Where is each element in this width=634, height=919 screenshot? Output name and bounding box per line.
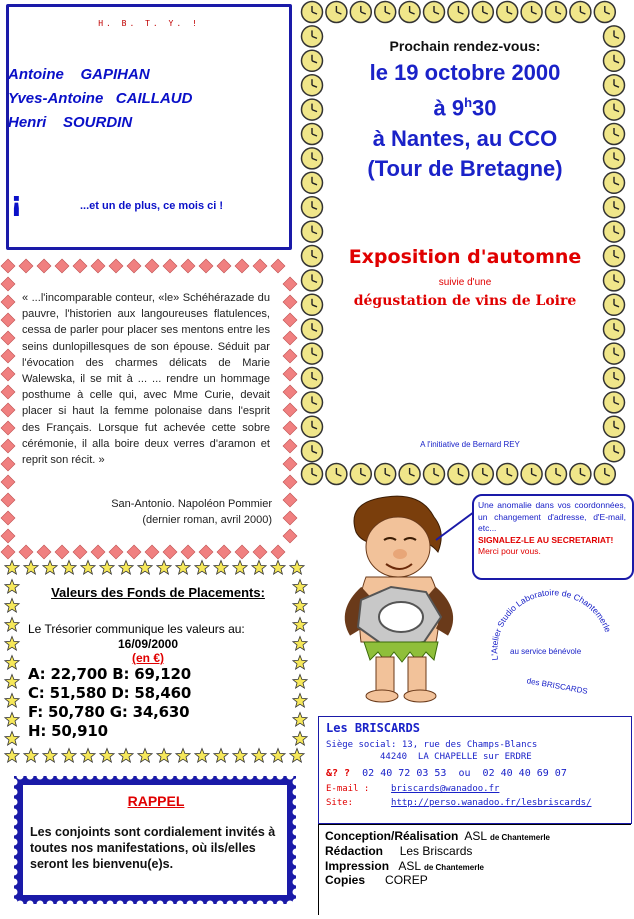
- clock-icon: [604, 221, 625, 242]
- clock-icon: [604, 343, 625, 364]
- clock-icon: [448, 464, 469, 485]
- expo-title: Exposition d'automne: [348, 246, 582, 268]
- diamond-icon: [283, 421, 297, 435]
- diamond-icon: [199, 259, 213, 273]
- fonds-value-line: C: 51,580 D: 58,460: [28, 684, 192, 702]
- star-icon: [5, 749, 19, 763]
- diamond-icon: [1, 349, 15, 363]
- star-icon: [138, 561, 152, 575]
- clock-icon: [302, 148, 323, 169]
- clock-icon: [375, 2, 396, 23]
- clock-icon: [302, 221, 323, 242]
- star-icon: [293, 713, 307, 727]
- star-icon: [5, 675, 19, 689]
- quote-source-author: San-Antonio. Napoléon Pommier: [111, 498, 272, 510]
- clock-icon: [604, 368, 625, 389]
- diamond-icon: [19, 545, 33, 559]
- clock-icon: [604, 50, 625, 71]
- star-icon: [293, 675, 307, 689]
- star-icon: [138, 749, 152, 763]
- star-icon: [43, 561, 57, 575]
- atelier-stamp: [488, 582, 628, 702]
- clock-icon: [604, 99, 625, 120]
- fonds-title: Valeurs des Fonds de Placements:: [51, 585, 265, 600]
- star-icon: [5, 713, 19, 727]
- star-icon: [290, 561, 304, 575]
- clock-icon: [448, 2, 469, 23]
- diamond-icon: [283, 457, 297, 471]
- diamond-icon: [145, 259, 159, 273]
- diamond-icon: [163, 545, 177, 559]
- star-icon: [43, 749, 57, 763]
- star-icon: [24, 561, 38, 575]
- clock-icon: [604, 148, 625, 169]
- clock-icon: [570, 464, 591, 485]
- diamond-icon: [73, 545, 87, 559]
- diamond-icon: [1, 493, 15, 507]
- bubble-alert: SIGNALEZ-LE AU SECRETARIAT!: [478, 534, 614, 545]
- diamond-icon: [235, 545, 249, 559]
- clock-icon: [326, 464, 347, 485]
- exclamation-mark: ¡: [10, 185, 23, 218]
- clock-icon: [604, 319, 625, 340]
- diamond-icon: [283, 349, 297, 363]
- clock-icon: [604, 416, 625, 437]
- rdv-place: à Nantes, au CCO: [372, 126, 558, 151]
- star-icon: [293, 694, 307, 708]
- star-icon: [5, 599, 19, 613]
- star-icon: [62, 749, 76, 763]
- clock-icon: [604, 172, 625, 193]
- star-icon: [176, 561, 190, 575]
- clock-icon: [302, 124, 323, 145]
- diamond-icon: [1, 295, 15, 309]
- one-more-text: ...et un de plus, ce mois ci !: [80, 200, 224, 212]
- clock-icon: [302, 270, 323, 291]
- clock-icon: [302, 75, 323, 96]
- star-icon: [293, 656, 307, 670]
- fonds-currency: (en €): [131, 651, 164, 665]
- member-name: Yves-Antoine CAILLAUD: [8, 90, 193, 107]
- star-icon: [271, 749, 285, 763]
- diamond-icon: [1, 545, 15, 559]
- star-icon: [81, 561, 95, 575]
- star-icon: [293, 732, 307, 746]
- rdv-place-detail: (Tour de Bretagne): [367, 156, 563, 181]
- star-icon: [214, 561, 228, 575]
- clock-icon: [302, 294, 323, 315]
- diamond-icon: [73, 259, 87, 273]
- expo-followed-by: suivie d'une: [438, 277, 492, 288]
- site-link[interactable]: http://perso.wanadoo.fr/lesbriscards/: [391, 798, 592, 808]
- contact-city: 44240 LA CHAPELLE sur ERDRE: [380, 752, 532, 762]
- diamond-icon: [91, 545, 105, 559]
- diamond-icon: [283, 367, 297, 381]
- diamond-icon: [283, 493, 297, 507]
- star-icon: [5, 656, 19, 670]
- diamond-icon: [1, 457, 15, 471]
- rappel-title: RAPPEL: [127, 793, 185, 809]
- credit-line: Conception/Réalisation ASL de Chantemerle: [325, 829, 550, 843]
- clock-icon: [521, 464, 542, 485]
- clock-icon: [604, 124, 625, 145]
- rdv-date: le 19 octobre 2000: [369, 60, 561, 85]
- initiative-credit: A l'initiative de Bernard REY: [420, 440, 520, 449]
- clock-icon: [546, 2, 567, 23]
- diamond-icon: [109, 545, 123, 559]
- quote-text: « ...l'incomparable conteur, «le» Schéhérazade du pauvre, l'historien aux langoureuses flatulences, cessa de parler pour placer ses mentons entre les seins dunlopillesques de son épouse. Séduit par l'évocation des charmes délicats de Marie Walewska, il se mit à ... ... rendre un hommage posthume à celle qui, avec Mme Curie, devait placer si haut la femme polonaise dans l'esprit des Français. Lorsque fut achevée cette sobre cérémonie, il alla boire deux verres d'aramon et reprit son récit. »: [22, 292, 270, 467]
- diamond-icon: [283, 313, 297, 327]
- diamond-icon: [283, 385, 297, 399]
- clock-icon: [302, 368, 323, 389]
- contact-title: Les BRISCARDS: [326, 721, 420, 735]
- clock-icon: [399, 464, 420, 485]
- clock-icon: [326, 2, 347, 23]
- star-icon: [252, 749, 266, 763]
- clock-icon: [546, 464, 567, 485]
- diamond-icon: [163, 259, 177, 273]
- star-icon: [293, 599, 307, 613]
- clock-icon: [302, 2, 323, 23]
- wine-tasting: dégustation de vins de Loire: [353, 293, 577, 309]
- star-icon: [5, 694, 19, 708]
- rdv-label: Prochain rendez-vous:: [389, 38, 541, 54]
- fonds-value-line: F: 50,780 G: 34,630: [28, 703, 190, 721]
- star-icon: [214, 749, 228, 763]
- star-icon: [100, 561, 114, 575]
- clock-icon: [375, 464, 396, 485]
- diamond-icon: [283, 511, 297, 525]
- star-icon: [119, 561, 133, 575]
- clock-icon: [604, 197, 625, 218]
- clock-icon: [302, 26, 323, 47]
- diamond-icon: [283, 277, 297, 291]
- contact-siege: Siège social: 13, rue des Champs-Blancs: [326, 740, 538, 750]
- clock-icon: [424, 2, 445, 23]
- clock-icon: [594, 2, 615, 23]
- hbty-heading: H. B. T. Y. !: [98, 19, 200, 28]
- diamond-icon: [127, 259, 141, 273]
- diamond-icon: [37, 259, 51, 273]
- atelier-middle: au service bénévole: [510, 647, 582, 656]
- diamond-icon: [55, 545, 69, 559]
- clock-icon: [604, 246, 625, 267]
- star-icon: [195, 561, 209, 575]
- clock-icon: [424, 464, 445, 485]
- diamond-icon: [1, 385, 15, 399]
- star-icon: [5, 637, 19, 651]
- diamond-icon: [217, 259, 231, 273]
- star-icon: [24, 749, 38, 763]
- diamond-icon: [181, 259, 195, 273]
- diamond-icon: [127, 545, 141, 559]
- clock-icon: [521, 2, 542, 23]
- bubble-text: Une anomalie dans vos coordonnées, un changement d'adresse, d'E-mail, etc... SIGNALEZ-LE AU SECRETARIAT! Merci pour vous.: [478, 500, 626, 556]
- diamond-icon: [55, 259, 69, 273]
- clock-icon: [350, 464, 371, 485]
- diamond-icon: [235, 259, 249, 273]
- email-link[interactable]: briscards@wanadoo.fr: [391, 784, 500, 794]
- credit-line: Impression ASL de Chantemerle: [325, 859, 484, 873]
- clock-icon: [604, 294, 625, 315]
- clock-icon: [302, 464, 323, 485]
- rappel-text: Les conjoints sont cordialement invités à toutes nos manifestations, où ils/elles seront les bienvenu(e)s.: [30, 825, 276, 871]
- star-icon: [290, 749, 304, 763]
- clock-icon: [604, 75, 625, 96]
- diamond-icon: [1, 313, 15, 327]
- credit-line: Rédaction Les Briscards: [325, 844, 473, 858]
- diamond-icon: [1, 439, 15, 453]
- clock-icon: [594, 464, 615, 485]
- bubble-thanks: Merci pour vous.: [478, 546, 541, 556]
- diamond-icon: [37, 545, 51, 559]
- diamond-icon: [283, 439, 297, 453]
- fonds-date: 16/09/2000: [117, 637, 179, 651]
- diamond-icon: [271, 545, 285, 559]
- star-icon: [157, 749, 171, 763]
- diamond-icon: [217, 545, 231, 559]
- clock-icon: [302, 319, 323, 340]
- clock-icon: [399, 2, 420, 23]
- diamond-icon: [283, 529, 297, 543]
- star-icon: [293, 580, 307, 594]
- star-icon: [233, 749, 247, 763]
- diamond-icon: [1, 277, 15, 291]
- atelier-bottom: des BRISCARDS: [525, 676, 589, 696]
- diamond-icon: [1, 367, 15, 381]
- diamond-icon: [145, 545, 159, 559]
- contact-email-row: E-mail : briscards@wanadoo.fr: [326, 784, 500, 794]
- atelier-arc-text: L'Atelier Studio Laboratoire de Chantemerle: [489, 587, 614, 662]
- star-icon: [62, 561, 76, 575]
- diamond-icon: [253, 259, 267, 273]
- diamond-icon: [283, 475, 297, 489]
- contact-phone: &? ? 02 40 72 03 53 ou 02 40 40 69 07: [326, 768, 567, 779]
- fonds-intro: Le Trésorier communique les valeurs au:: [28, 622, 245, 636]
- star-icon: [252, 561, 266, 575]
- clock-icon: [302, 99, 323, 120]
- diamond-icon: [1, 529, 15, 543]
- star-icon: [293, 637, 307, 651]
- star-icon: [5, 732, 19, 746]
- star-icon: [5, 561, 19, 575]
- diamond-icon: [1, 421, 15, 435]
- clock-icon: [604, 26, 625, 47]
- clock-icon: [302, 246, 323, 267]
- credit-line: Copies COREP: [325, 873, 428, 887]
- diamond-icon: [253, 545, 267, 559]
- star-icon: [271, 561, 285, 575]
- clock-icon: [472, 464, 493, 485]
- star-icon: [176, 749, 190, 763]
- star-icon: [5, 580, 19, 594]
- diamond-icon: [199, 545, 213, 559]
- clock-icon: [497, 464, 518, 485]
- clock-icon: [302, 50, 323, 71]
- rdv-time: à 9$^h$30: [433, 95, 497, 121]
- clock-icon: [497, 2, 518, 23]
- star-icon: [100, 749, 114, 763]
- clock-icon: [604, 270, 625, 291]
- clock-icon: [350, 2, 371, 23]
- star-icon: [5, 618, 19, 632]
- diamond-icon: [283, 331, 297, 345]
- diamond-icon: [271, 259, 285, 273]
- clock-icon: [570, 2, 591, 23]
- clock-icon: [302, 343, 323, 364]
- diamond-icon: [181, 545, 195, 559]
- diamond-icon: [1, 403, 15, 417]
- clock-icon: [302, 197, 323, 218]
- diamond-icon: [1, 331, 15, 345]
- diamond-icon: [19, 259, 33, 273]
- fonds-value-line: A: 22,700 B: 69,120: [28, 665, 191, 683]
- diamond-icon: [91, 259, 105, 273]
- clock-icon: [302, 392, 323, 413]
- diamond-icon: [1, 475, 15, 489]
- member-name: Antoine GAPIHAN: [8, 66, 150, 83]
- clock-icon: [302, 441, 323, 462]
- clock-icon: [472, 2, 493, 23]
- diamond-icon: [1, 259, 15, 273]
- clock-icon: [604, 441, 625, 462]
- diamond-icon: [283, 403, 297, 417]
- contact-site-row: Site: http://perso.wanadoo.fr/lesbriscards/: [326, 798, 592, 808]
- clock-icon: [302, 172, 323, 193]
- star-icon: [119, 749, 133, 763]
- caveman-illustration: [316, 492, 486, 704]
- fonds-value-line: H: 50,910: [28, 722, 108, 740]
- clock-icon: [302, 416, 323, 437]
- diamond-icon: [1, 511, 15, 525]
- star-icon: [157, 561, 171, 575]
- quote-source: [60, 496, 272, 528]
- star-icon: [233, 561, 247, 575]
- member-name: Henri SOURDIN: [8, 114, 133, 131]
- diamond-icon: [109, 259, 123, 273]
- diamond-icon: [283, 295, 297, 309]
- clock-icon: [604, 392, 625, 413]
- star-icon: [81, 749, 95, 763]
- star-icon: [195, 749, 209, 763]
- quote-source-book: (dernier roman, avril 2000): [142, 514, 272, 526]
